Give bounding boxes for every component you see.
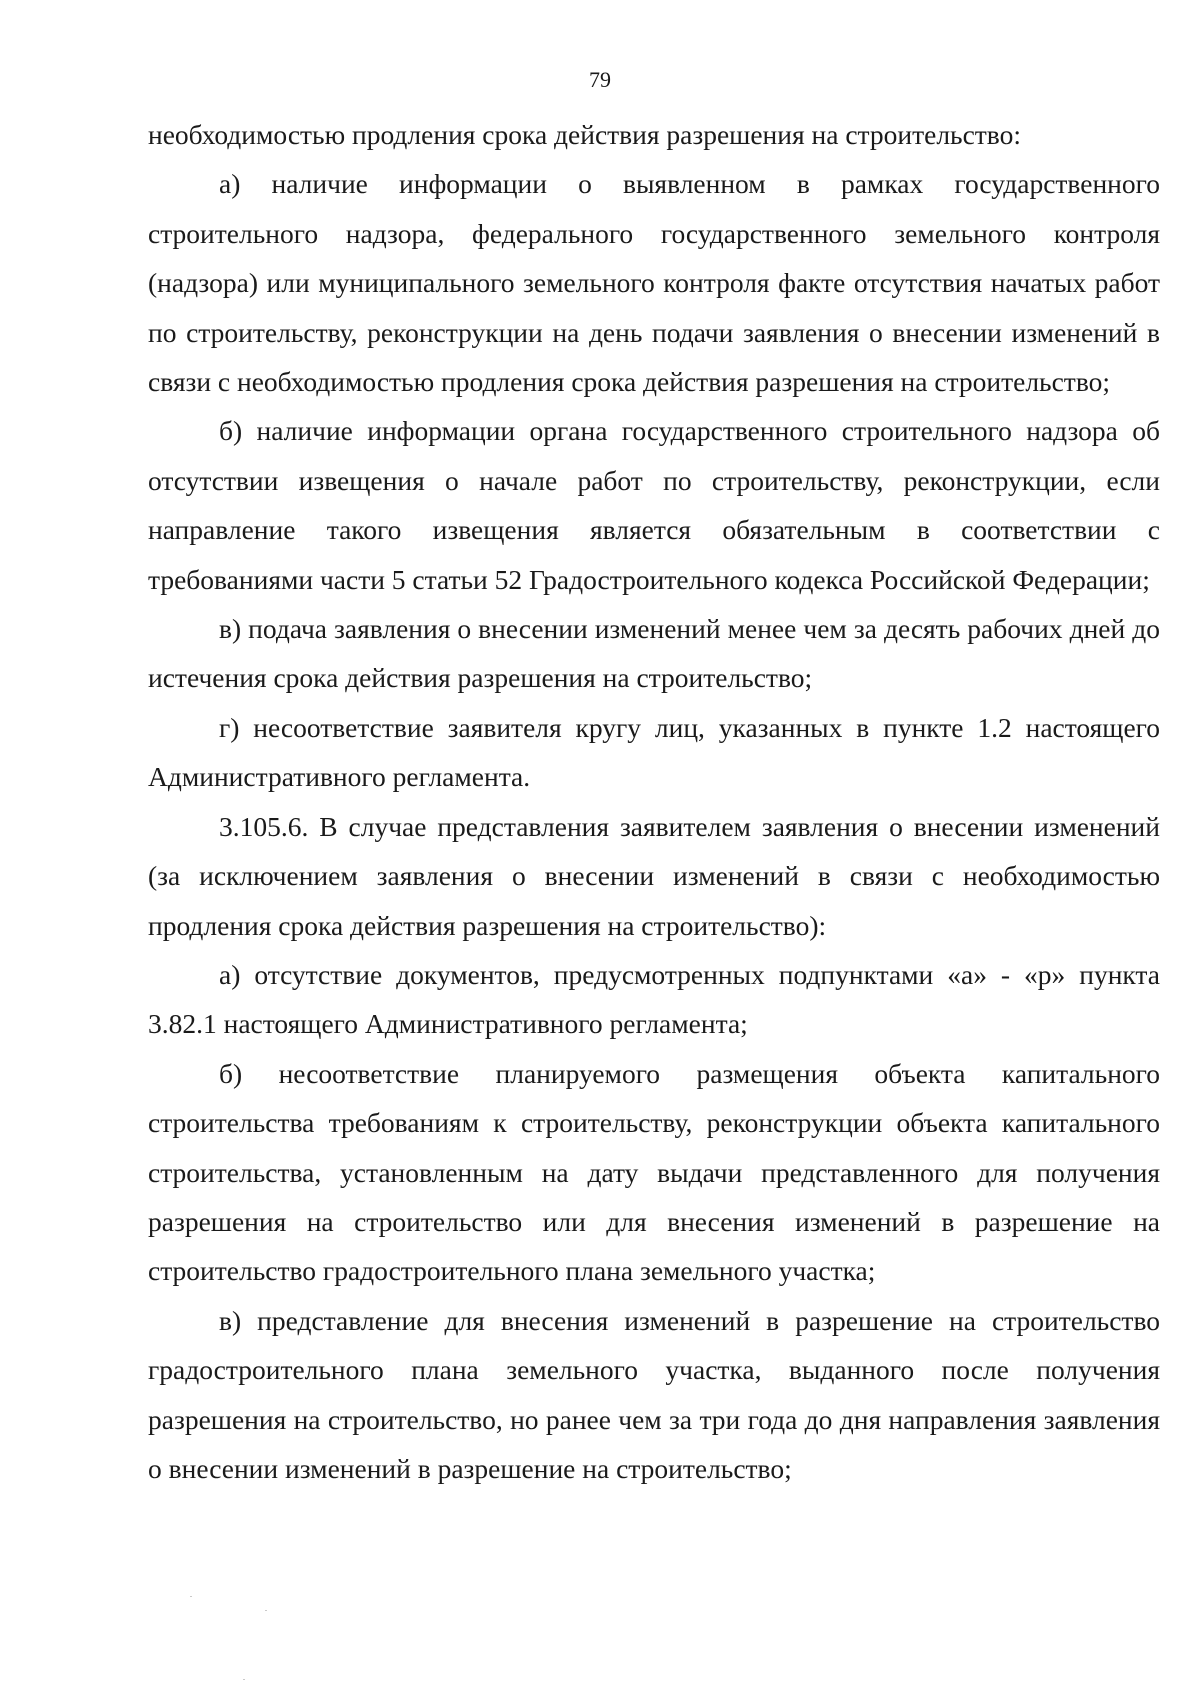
paragraph-item-b: б) наличие информации органа государственного строительного надзора об отсутствии извещения о начале работ по строительству, реконструкции, если направление такого извещения является обязательным в соответствии с требованиями части 5 статьи 52 Градостроительного кодекса Российской Федерации; [148, 415, 1160, 595]
paragraph-continuation: необходимостью продления срока действия разрешения на строительство: [148, 119, 1021, 150]
scan-speck [265, 1610, 267, 1611]
paragraph-item-v: в) подача заявления о внесении изменений менее чем за десять рабочих дней до истечения срока действия разрешения на строительство; [148, 613, 1160, 694]
page-number: 79 [589, 67, 611, 92]
paragraph-item-a-2: а) отсутствие документов, предусмотренных подпунктами «а» - «р» пункта 3.82.1 настоящего Административного регламента; [148, 958, 1160, 1040]
document-body [148, 110, 1160, 1493]
paragraph-item-g: г) несоответствие заявителя кругу лиц, указанных в пункте 1.2 настоящего Административного регламента. [148, 711, 1160, 793]
scan-speck [243, 1679, 245, 1680]
paragraph-item-a: а) наличие информации о выявленном в рамках государственного строительного надзора, федерального государственного земельного контроля (надзора) или муниципального земельного контроля факте отсутствия начатых работ по строительству, реконструкции на день подачи заявления о внесении изменений в связи с необходимостью продления срока действия разрешения на строительство; [148, 168, 1160, 398]
paragraph-item-b-2: б) несоответствие планируемого размещения объекта капитального строительства требованиям к строительству, реконструкции объекта капитального строительства, установленным на дату выдачи представленного для получения разрешения на строительство или для внесения изменений в разрешение на строительство градостроительного плана земельного участка; [148, 1057, 1160, 1287]
scan-speck [190, 1596, 192, 1597]
paragraph-item-v-2: в) представление для внесения изменений в разрешение на строительство градостроительного плана земельного участка, выданного после получения разрешения на строительство, но ранее чем за три года до дня направления заявления о внесении изменений в разрешение на строительство; [148, 1304, 1160, 1484]
paragraph-section-3-105-6: 3.105.6. В случае представления заявителем заявления о внесении изменений (за исключением заявления о внесении изменений в связи с необходимостью продления срока действия разрешения на строительство): [148, 810, 1160, 941]
